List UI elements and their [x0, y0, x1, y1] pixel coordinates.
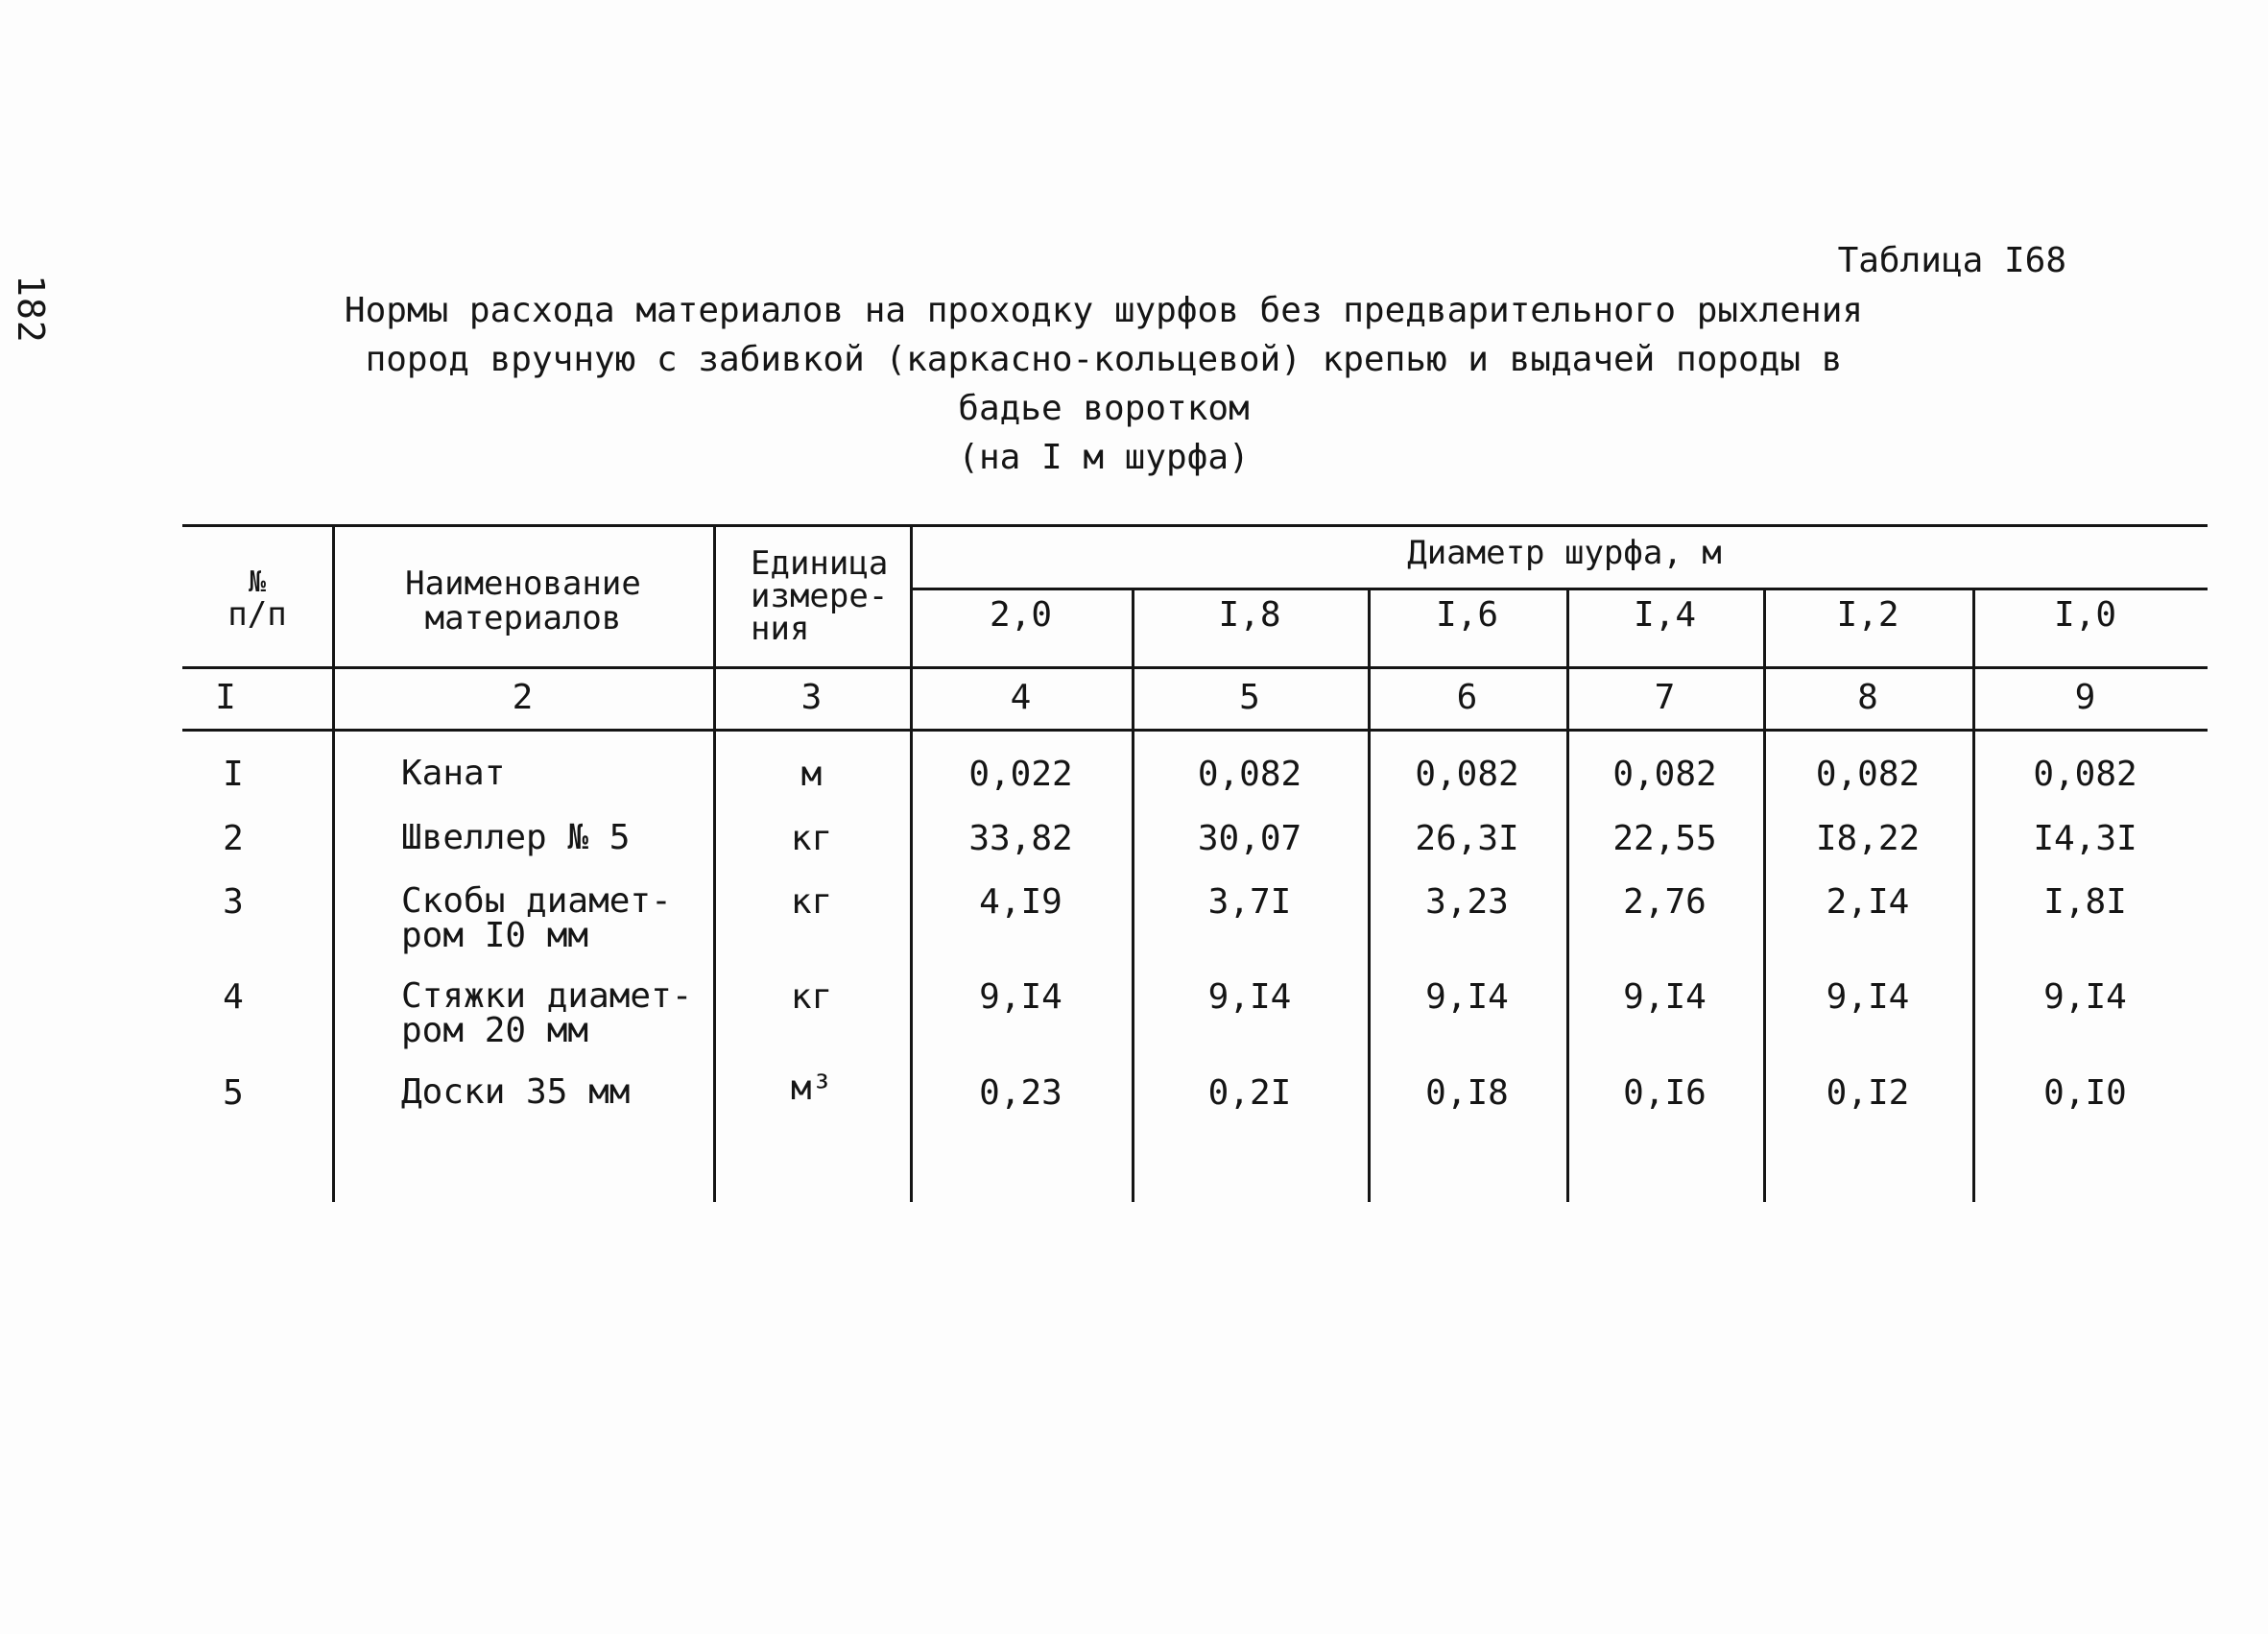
material-name — [401, 818, 708, 857]
material-name-line: Швеллер № 5 — [401, 818, 631, 857]
value-cell: 0,082 — [2033, 755, 2137, 794]
unit-cell: кг — [790, 882, 833, 922]
value-cell: 0,I2 — [1826, 1073, 1910, 1113]
material-name — [401, 754, 708, 793]
title-line: (на I м шурфа) — [958, 438, 1250, 477]
unit-cell: м³ — [790, 1069, 833, 1108]
diameter-header: I,0 — [2053, 595, 2117, 635]
header-bottom-rule — [182, 666, 2208, 669]
value-cell: 4,I9 — [979, 882, 1062, 922]
table-row-number: 3 — [223, 882, 244, 922]
material-name-line: Скобы диамет- — [401, 881, 672, 921]
value-cell: 3,7I — [1207, 882, 1292, 922]
value-cell: 9,I4 — [2043, 977, 2127, 1017]
value-cell: 2,76 — [1623, 882, 1707, 922]
column-number: 8 — [1857, 678, 1878, 717]
header-material: Наименование материалов — [405, 565, 641, 637]
value-cell: I8,22 — [1815, 819, 1921, 858]
value-cell: 0,I0 — [2043, 1073, 2127, 1113]
material-name — [401, 976, 708, 1050]
unit-cell: кг — [790, 819, 833, 858]
material-name-line: ром I0 мм — [401, 916, 589, 955]
header-unit: Единица измере- ния — [751, 544, 889, 648]
diameter-header: I,2 — [1836, 595, 1899, 635]
material-name-line: ром 20 мм — [401, 1011, 589, 1050]
material-name-line: Стяжки диамет- — [401, 976, 693, 1016]
value-cell: 0,23 — [979, 1073, 1062, 1113]
column-number: 7 — [1654, 678, 1676, 717]
value-cell: 30,07 — [1197, 819, 1302, 858]
diameter-header: I,6 — [1435, 595, 1499, 635]
value-cell: 9,I4 — [1425, 977, 1509, 1017]
column-number: I — [215, 678, 236, 717]
value-cell: 0,082 — [1197, 755, 1302, 794]
title-line: бадье воротком — [958, 389, 1250, 428]
unit-cell: м — [800, 755, 823, 794]
table-top-border — [182, 524, 2208, 527]
unit-cell: кг — [790, 977, 833, 1017]
value-cell: 9,I4 — [1207, 977, 1292, 1017]
diameter-group-rule — [910, 588, 2208, 590]
value-cell: 0,082 — [1415, 755, 1519, 794]
table-row-number: I — [223, 755, 244, 794]
value-cell: 9,I4 — [1623, 977, 1707, 1017]
title-line: Нормы расхода материалов на проходку шурфов без предварительного рыхления — [344, 291, 1864, 330]
value-cell: 0,022 — [968, 755, 1073, 794]
value-cell: 3,23 — [1425, 882, 1509, 922]
value-cell: 0,082 — [1815, 755, 1921, 794]
column-number-rule — [182, 729, 2208, 732]
diameter-header: 2,0 — [989, 595, 1053, 635]
material-name-line: Канат — [401, 754, 506, 793]
table-label: Таблица I68 — [1837, 241, 2066, 280]
column-number: 5 — [1239, 678, 1260, 717]
value-cell: 0,082 — [1612, 755, 1717, 794]
table-row-number: 5 — [223, 1073, 244, 1113]
material-name — [401, 881, 708, 955]
value-cell: I4,3I — [2033, 819, 2137, 858]
column-number: 4 — [1010, 678, 1032, 717]
value-cell: 0,I8 — [1425, 1073, 1509, 1113]
value-cell: 26,3I — [1415, 819, 1519, 858]
value-cell: 22,55 — [1612, 819, 1717, 858]
value-cell: 9,I4 — [979, 977, 1062, 1017]
column-number: 6 — [1456, 678, 1478, 717]
material-name-line: Доски 35 мм — [401, 1072, 631, 1112]
value-cell: I,8I — [2043, 882, 2127, 922]
value-cell: 0,I6 — [1623, 1073, 1707, 1113]
column-number: 3 — [800, 678, 823, 717]
header-number: № п/п — [227, 565, 287, 634]
value-cell: 33,82 — [968, 819, 1073, 858]
value-cell: 9,I4 — [1826, 977, 1910, 1017]
table-row-number: 2 — [223, 819, 244, 858]
header-diameter-group: Диаметр шурфа, м — [1407, 534, 1722, 572]
material-name — [401, 1072, 708, 1112]
diameter-header: I,4 — [1633, 595, 1697, 635]
value-cell: 0,2I — [1207, 1073, 1292, 1113]
table-row-number: 4 — [223, 977, 244, 1017]
page-number: 182 — [10, 275, 52, 344]
diameter-header: I,8 — [1218, 595, 1281, 635]
title-line: пород вручную с забивкой (каркасно-кольцевой) крепью и выдачей породы в — [365, 340, 1843, 379]
column-number: 9 — [2074, 678, 2096, 717]
value-cell: 2,I4 — [1826, 882, 1910, 922]
column-number: 2 — [512, 678, 534, 717]
column-divider — [332, 524, 335, 1202]
